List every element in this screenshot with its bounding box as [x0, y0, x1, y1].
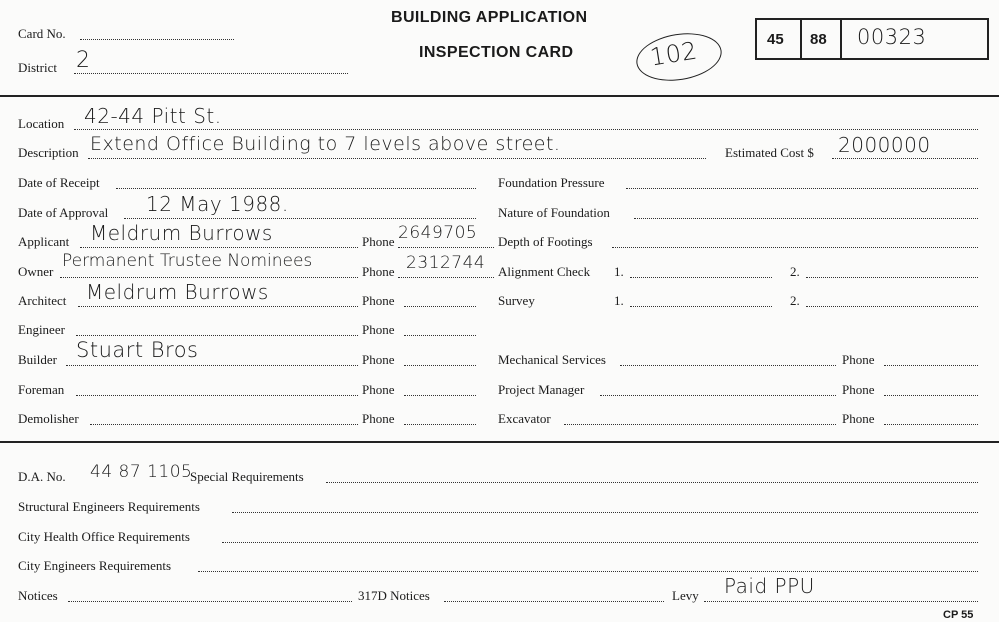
- card-no-field[interactable]: [80, 39, 234, 40]
- demolisher-label: Demolisher: [18, 411, 79, 426]
- project-manager-label: Project Manager: [498, 382, 585, 397]
- excavator-phone-field[interactable]: [884, 424, 978, 425]
- foundation-pressure-field[interactable]: [626, 188, 978, 189]
- estimated-cost-value: 2000000: [838, 133, 931, 157]
- levy-label: Levy: [672, 588, 699, 603]
- alignment-num1-label: 1.: [614, 264, 624, 279]
- structural-req-label: Structural Engineers Requirements: [18, 499, 200, 514]
- city-health-req-label: City Health Office Requirements: [18, 529, 190, 544]
- mech-services-label: Mechanical Services: [498, 352, 606, 367]
- card-no-label: Card No.: [18, 26, 66, 41]
- alignment-num2-label: 2.: [790, 264, 800, 279]
- form-title-line2: INSPECTION CARD: [419, 44, 574, 61]
- date-approval-field[interactable]: [124, 218, 476, 219]
- engineer-field[interactable]: [76, 335, 358, 336]
- da-no-label: D.A. No.: [18, 469, 66, 484]
- foundation-pressure-label: Foundation Pressure: [498, 175, 605, 190]
- engineer-phone-field[interactable]: [404, 335, 476, 336]
- applicant-field[interactable]: [80, 247, 358, 248]
- circled-number: 102: [648, 36, 700, 72]
- district-value: 2: [76, 48, 91, 73]
- date-approval-label: Date of Approval: [18, 205, 109, 220]
- da-no-value: 44 87 1105: [90, 462, 193, 482]
- date-receipt-label: Date of Receipt: [18, 175, 100, 190]
- builder-value: Stuart Bros: [76, 338, 199, 362]
- demolisher-field[interactable]: [90, 424, 358, 425]
- owner-label: Owner: [18, 264, 54, 279]
- description-label: Description: [18, 145, 79, 160]
- nature-foundation-label: Nature of Foundation: [498, 205, 610, 220]
- box-value-3: 00323: [857, 25, 927, 49]
- header-divider: [0, 95, 999, 97]
- special-req-field[interactable]: [326, 482, 978, 483]
- owner-value: Permanent Trustee Nominees: [62, 251, 313, 271]
- reference-number-boxes: [755, 18, 989, 60]
- location-field[interactable]: [74, 129, 978, 130]
- builder-phone-field[interactable]: [404, 365, 476, 366]
- city-eng-req-label: City Engineers Requirements: [18, 558, 172, 573]
- applicant-phone-field[interactable]: [398, 247, 494, 248]
- district-label: District: [18, 60, 57, 75]
- architect-label: Architect: [18, 293, 67, 308]
- district-field[interactable]: [74, 73, 348, 74]
- excavator-field[interactable]: [564, 424, 836, 425]
- survey-label: Survey: [498, 293, 535, 308]
- details-divider: [0, 441, 999, 443]
- demolisher-phone-label: Phone: [362, 411, 395, 426]
- structural-req-field[interactable]: [232, 512, 978, 513]
- builder-field[interactable]: [66, 365, 358, 366]
- alignment-check-2-field[interactable]: [806, 277, 978, 278]
- owner-phone-value: 2312744: [406, 253, 486, 273]
- city-health-req-field[interactable]: [222, 542, 978, 543]
- builder-phone-label: Phone: [362, 352, 395, 367]
- estimated-cost-field[interactable]: [832, 158, 978, 159]
- notices-label: Notices: [18, 588, 58, 603]
- location-label: Location: [18, 116, 65, 131]
- form-title-line1: BUILDING APPLICATION: [391, 9, 588, 26]
- survey-num1-label: 1.: [614, 293, 624, 308]
- alignment-check-1-field[interactable]: [630, 277, 772, 278]
- date-approval-value: 12 May 1988.: [146, 192, 289, 216]
- applicant-value: Meldrum Burrows: [90, 221, 273, 245]
- box-value-1: 45: [767, 31, 784, 48]
- box-value-2: 88: [810, 31, 827, 48]
- nature-foundation-field[interactable]: [634, 218, 978, 219]
- description-value: Extend Office Building to 7 levels above street.: [90, 133, 561, 155]
- notices-field[interactable]: [68, 601, 352, 602]
- survey-1-field[interactable]: [630, 306, 772, 307]
- architect-value: Meldrum Burrows: [86, 280, 269, 304]
- architect-phone-field[interactable]: [404, 306, 476, 307]
- excavator-phone-label: Phone: [842, 411, 875, 426]
- mech-services-field[interactable]: [620, 365, 836, 366]
- mech-services-phone-label: Phone: [842, 352, 875, 367]
- architect-field[interactable]: [78, 306, 358, 307]
- survey-2-field[interactable]: [806, 306, 978, 307]
- city-eng-req-field[interactable]: [198, 571, 978, 572]
- owner-field[interactable]: [60, 277, 358, 278]
- description-field[interactable]: [88, 158, 706, 159]
- depth-footings-field[interactable]: [612, 247, 978, 248]
- foreman-label: Foreman: [18, 382, 65, 397]
- form-code: CP 55: [943, 609, 974, 621]
- applicant-label: Applicant: [18, 234, 70, 249]
- applicant-phone-label: Phone: [362, 234, 395, 249]
- alignment-check-label: Alignment Check: [498, 264, 591, 279]
- location-value: 42-44 Pitt St.: [84, 104, 222, 128]
- special-req-label: Special Requirements: [190, 469, 304, 484]
- architect-phone-label: Phone: [362, 293, 395, 308]
- project-manager-phone-label: Phone: [842, 382, 875, 397]
- notices-317d-label: 317D Notices: [358, 588, 430, 603]
- project-manager-field[interactable]: [600, 395, 836, 396]
- notices-317d-field[interactable]: [444, 601, 664, 602]
- foreman-field[interactable]: [76, 395, 358, 396]
- engineer-label: Engineer: [18, 322, 65, 337]
- depth-footings-label: Depth of Footings: [498, 234, 593, 249]
- levy-value: Paid PPU: [724, 574, 815, 598]
- owner-phone-label: Phone: [362, 264, 395, 279]
- builder-label: Builder: [18, 352, 57, 367]
- project-manager-phone-field[interactable]: [884, 395, 978, 396]
- owner-phone-field[interactable]: [398, 277, 494, 278]
- engineer-phone-label: Phone: [362, 322, 395, 337]
- applicant-phone-value: 2649705: [398, 223, 478, 243]
- demolisher-phone-field[interactable]: [404, 424, 476, 425]
- foreman-phone-label: Phone: [362, 382, 395, 397]
- date-receipt-field[interactable]: [116, 188, 476, 189]
- excavator-label: Excavator: [498, 411, 551, 426]
- foreman-phone-field[interactable]: [404, 395, 476, 396]
- mech-services-phone-field[interactable]: [884, 365, 978, 366]
- levy-field[interactable]: [704, 601, 978, 602]
- estimated-cost-label: Estimated Cost $: [725, 145, 814, 160]
- survey-num2-label: 2.: [790, 293, 800, 308]
